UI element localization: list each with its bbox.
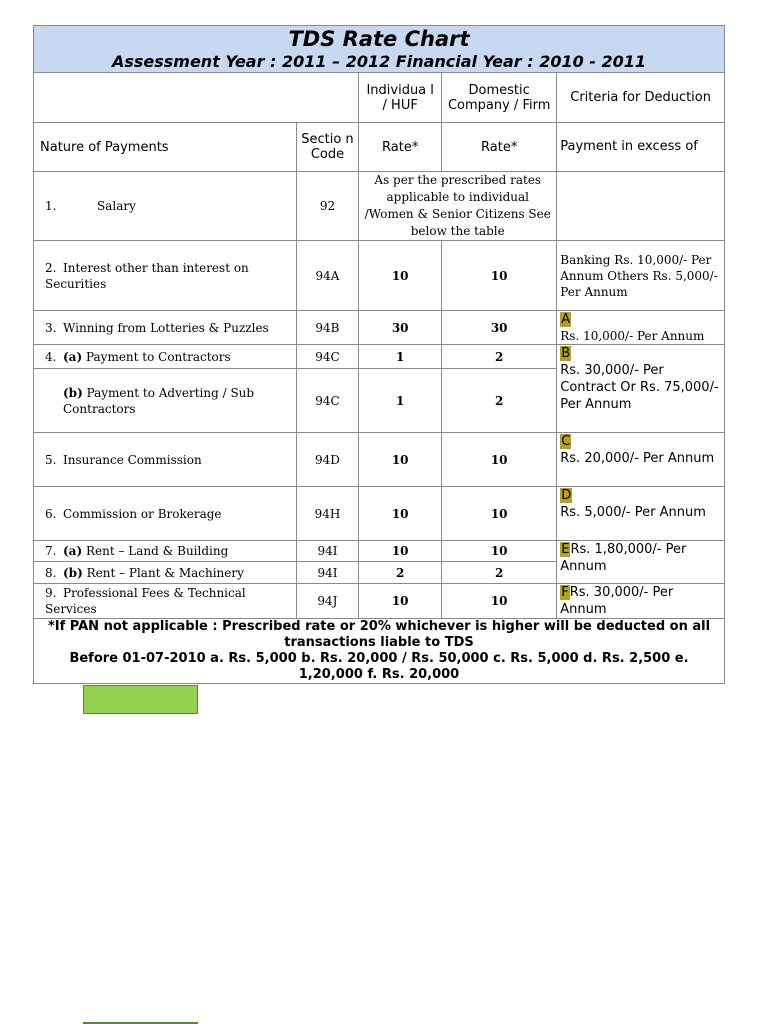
criteria-text: Rs. 30,000/- Per Contract Or Rs. 75,000/- Per Annum — [560, 363, 719, 412]
chart-subtitle: Assessment Year : 2011 – 2012 Financial Year : 2010 - 2011 — [111, 51, 647, 71]
header-blank — [34, 73, 359, 123]
row-number: 8. — [45, 565, 57, 580]
tds-rate-table — [33, 25, 725, 684]
row-number: 4. — [45, 349, 57, 364]
section-code: 94H — [296, 487, 359, 541]
rate-domestic: 10 — [442, 433, 557, 487]
nature-text: Insurance Commission — [63, 452, 202, 467]
criteria-cell — [557, 311, 725, 345]
table-row — [34, 487, 725, 541]
rate-individual: 2 — [359, 562, 442, 584]
criteria-text: Rs. 1,80,000/- Per Annum — [560, 542, 687, 574]
table-row — [34, 584, 725, 619]
criteria-cell — [557, 433, 725, 487]
section-code: 94A — [296, 241, 359, 311]
criteria-marker: E — [561, 542, 570, 557]
nature-text: Professional Fees & Technical Services — [45, 586, 246, 616]
rate-domestic: 10 — [442, 584, 557, 619]
rate-individual: 1 — [359, 345, 442, 369]
rate-domestic: 10 — [442, 487, 557, 541]
nature-cell — [34, 369, 297, 433]
header-nature: Nature of Payments — [34, 123, 297, 172]
row-number: 9. — [45, 586, 57, 600]
nature-text: Salary — [97, 199, 136, 213]
rate-domestic: 2 — [442, 562, 557, 584]
rate-individual: 10 — [359, 541, 442, 562]
nature-text: Payment to Contractors — [85, 349, 231, 364]
nature-cell — [34, 562, 297, 584]
row-number: 2. — [45, 260, 57, 275]
rate-individual: 10 — [359, 584, 442, 619]
nature-cell — [34, 345, 297, 369]
section-code: 94D — [296, 433, 359, 487]
criteria-text: Rs. 30,000/- Per Annum — [560, 585, 674, 617]
criteria-cell — [557, 541, 725, 584]
green-box — [83, 685, 198, 714]
rate-individual: 10 — [359, 241, 442, 311]
salary-note: As per the prescribed rates applicable to individual /Women & Senior Citizens See below the table — [359, 172, 557, 241]
header-rate-domestic: Rate* — [442, 123, 557, 172]
criteria-text: Rs. 10,000/- Per Annum — [560, 329, 705, 343]
table-row — [34, 172, 725, 241]
criteria-cell — [557, 172, 725, 241]
rate-domestic: 30 — [442, 311, 557, 345]
table-row — [34, 541, 725, 562]
nature-text: Rent – Plant & Machinery — [86, 565, 244, 580]
rate-individual: 10 — [359, 433, 442, 487]
sub-label: (a) — [63, 544, 83, 558]
sub-label: (b) — [63, 565, 83, 580]
nature-text: Interest other than interest on Securities — [45, 260, 249, 291]
row-number: 1. — [45, 199, 57, 213]
section-code: 94I — [296, 562, 359, 584]
criteria-marker: B — [561, 346, 571, 361]
row-number: 7. — [45, 544, 57, 558]
header-rate-individual: Rate* — [359, 123, 442, 172]
rate-domestic: 10 — [442, 241, 557, 311]
section-code: 94J — [296, 584, 359, 619]
section-code: 92 — [296, 172, 359, 241]
sub-label: (b) — [63, 385, 83, 400]
row-number: 6. — [45, 506, 57, 521]
rate-individual: 10 — [359, 487, 442, 541]
nature-text: Commission or Brokerage — [63, 506, 222, 521]
nature-text: Winning from Lotteries & Puzzles — [63, 320, 269, 335]
row-number: 5. — [45, 452, 57, 467]
table-row — [34, 345, 725, 369]
table-row — [34, 241, 725, 311]
criteria-cell — [557, 487, 725, 541]
footer-pan-note: *If PAN not applicable : Prescribed rate or 20% whichever is higher will be deducted on all transactions liable to TDS — [47, 619, 711, 650]
header-section: Sectio n Code — [296, 123, 359, 172]
nature-cell — [34, 584, 297, 619]
title-cell — [34, 26, 725, 73]
header-domestic: Domestic Company / Firm — [442, 73, 557, 123]
row-number: 3. — [45, 320, 57, 335]
header-criteria: Criteria for Deduction — [557, 73, 725, 123]
nature-cell — [34, 241, 297, 311]
rate-domestic: 2 — [442, 369, 557, 433]
nature-cell — [34, 311, 297, 345]
footer-before-note: Before 01-07-2010 a. Rs. 5,000 b. Rs. 20,000 / Rs. 50,000 c. Rs. 5,000 d. Rs. 2,500 e. 1,20,000 f. Rs. 20,000 — [69, 651, 689, 682]
criteria-text: Rs. 20,000/- Per Annum — [560, 451, 715, 466]
criteria-text: Rs. 5,000/- Per Annum — [560, 505, 706, 520]
sub-label: (a) — [63, 349, 83, 364]
criteria-marker: F — [561, 585, 569, 600]
section-code: 94C — [296, 345, 359, 369]
criteria-cell — [557, 345, 725, 433]
criteria-cell — [557, 584, 725, 619]
nature-cell — [34, 172, 297, 241]
section-code: 94I — [296, 541, 359, 562]
section-code: 94B — [296, 311, 359, 345]
rate-domestic: 10 — [442, 541, 557, 562]
nature-text: Payment to Adverting / Sub Contractors — [63, 385, 255, 416]
header-payment-excess: Payment in excess of — [557, 123, 725, 172]
rate-individual: 30 — [359, 311, 442, 345]
chart-title: TDS Rate Chart — [288, 26, 470, 51]
nature-text: Rent – Land & Building — [85, 544, 229, 558]
rate-individual: 1 — [359, 369, 442, 433]
header-individual: Individua l / HUF — [359, 73, 442, 123]
criteria-marker: A — [561, 312, 571, 327]
criteria-marker: D — [561, 488, 572, 503]
rate-domestic: 2 — [442, 345, 557, 369]
footer-cell — [34, 619, 725, 684]
nature-cell — [34, 541, 297, 562]
criteria-marker: C — [561, 434, 571, 449]
section-code: 94C — [296, 369, 359, 433]
table-row — [34, 311, 725, 345]
nature-cell — [34, 487, 297, 541]
nature-cell — [34, 433, 297, 487]
criteria-cell: Banking Rs. 10,000/- Per Annum Others Rs. 5,000/- Per Annum — [557, 241, 725, 311]
table-row — [34, 433, 725, 487]
